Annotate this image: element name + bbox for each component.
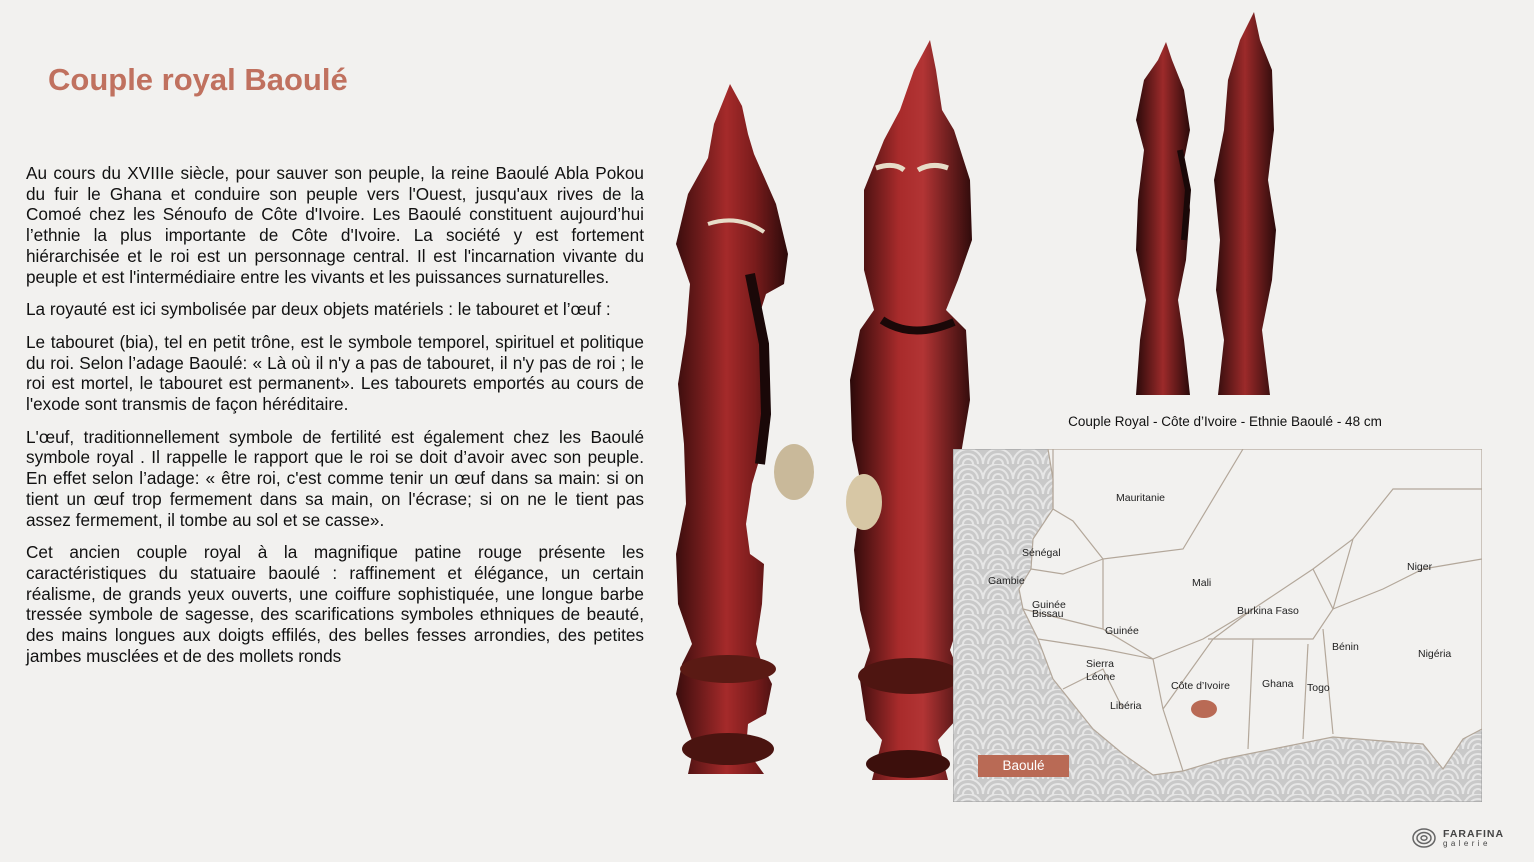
description-text (26, 163, 644, 678)
page-title: Couple royal Baoulé (48, 62, 348, 97)
label-burkina: Burkina Faso (1237, 605, 1299, 617)
label-benin: Bénin (1332, 641, 1359, 653)
label-mauritanie: Mauritanie (1116, 492, 1166, 504)
statue-queen-profile (668, 84, 820, 774)
label-senegal: Sénégal (1022, 547, 1061, 559)
paragraph-egg: L'œuf, traditionnellement symbole de fertilité est également chez les Baoulé symbole royal . Il rappelle le rapport que le roi se doit d’avoir avec son peuple. En effet selon l’adage: « être roi, c'est comme tenir un œuf dans sa main: si on tient un œuf trop fermement dans sa main, on l'écrase; si on ne le tient pas assez fermement, il tombe au sol et se casse». (26, 426, 644, 530)
label-mali: Mali (1192, 577, 1212, 589)
paragraph-history: Au cours du XVIIIe siècle, pour sauver son peuple, la reine Baoulé Abla Pokou du fuir le Ghana et conduire son peuple vers l'Ouest, jusqu'aux rives de la Comoé chez les Sénoufo de Côte d'Ivoire. Les Baoulé constituent aujourd’hui l’ethnie la plus importante de Côte d'Ivoire. La société y est fortement hiérarchisée et le roi est un personnage central. Il est l'incarnation vivante du peuple et est l'intermédiaire entre les vivants et les puissances surnaturelles. (26, 163, 644, 287)
logo-subtitle: galerie (1443, 839, 1491, 848)
label-togo: Togo (1307, 682, 1330, 694)
label-sierra-leone-1: Sierra (1086, 658, 1115, 670)
paragraph-couple: Cet ancien couple royal à la magnifique patine rouge présente les caractéristiques du statuaire baoulé : raffinement et élégance, un certain réalisme, de grands yeux ouverts, une coiffure sophistiquée, une longue barbe tressée symbole de sagesse, des scarifications symboles ethniques de beauté, des mains longues aux doigts effilés, des belles fesses arrondies, des petites jambes musclées et de des mollets ronds (26, 542, 644, 666)
label-guinee: Guinée (1105, 625, 1139, 637)
paragraph-royalty: La royauté est ici symbolisée par deux objets matériels : le tabouret et l’œuf : (26, 299, 611, 320)
label-guinee-bissau-2: Bissau (1032, 608, 1064, 620)
spiral-logo-icon (1411, 826, 1437, 850)
label-guinee-bissau-1: Guinée (1032, 599, 1066, 611)
label-nigeria: Nigéria (1418, 648, 1452, 660)
photo-caption: Couple Royal - Côte d’Ivoire - Ethnie Baoulé - 48 cm (1068, 414, 1382, 429)
label-gambie: Gambie (988, 575, 1025, 587)
logo-name: FARAFINA (1443, 828, 1505, 840)
label-ghana: Ghana (1262, 678, 1294, 690)
label-sierra-leone-2: Léone (1086, 671, 1116, 683)
baoule-region-marker (1191, 700, 1217, 718)
label-liberia: Libéria (1110, 700, 1142, 712)
label-niger: Niger (1407, 561, 1433, 573)
farafina-logo (1411, 826, 1521, 850)
label-cote-ivoire: Côte d’Ivoire (1171, 680, 1230, 692)
statue-couple-side-photo (1128, 10, 1282, 400)
paragraph-stool: Le tabouret (bia), tel en petit trône, est le symbole temporel, spirituel et politique du roi. Selon l’adage Baoulé: « Là où il n'y a pas de tabouret, il n'y pas de roi ; le roi est mortel, le tabouret est permanent». Les tabourets emportés au cours de l'exode sont transmis de façon héréditaire. (26, 331, 644, 415)
map-legend-baoule: Baoulé (978, 755, 1069, 777)
west-africa-map (953, 449, 1482, 802)
